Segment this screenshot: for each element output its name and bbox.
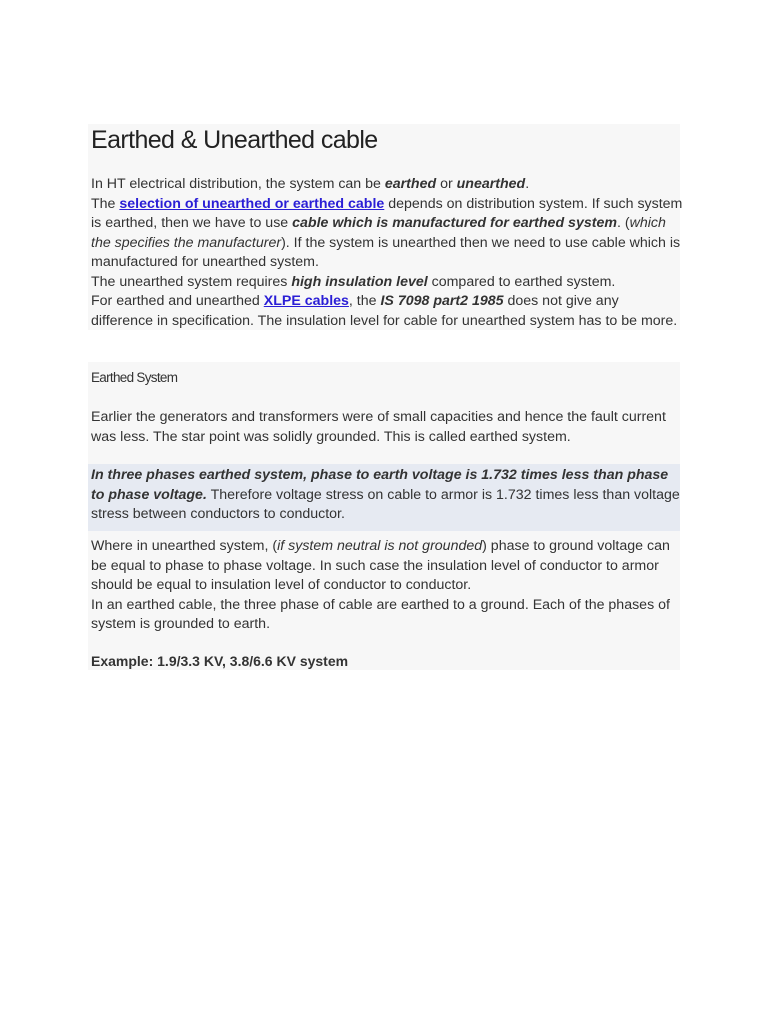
highlight-line: stress between conductors to conductor.: [91, 506, 345, 522]
text: Where in unearthed system, (: [91, 538, 278, 554]
intro-paragraph: [91, 175, 681, 331]
section-heading: Earthed System: [91, 370, 178, 385]
text: Therefore voltage stress on cable to armor is 1.732 times less than voltage: [206, 486, 680, 503]
emphasis-text: high insulation level: [291, 273, 428, 290]
text: is earthed, then we have to use: [91, 215, 293, 231]
text: , the: [348, 293, 381, 309]
para-line: Earlier the generators and transformers were of small capacities and hence the fault current: [91, 409, 666, 425]
text: . (: [616, 215, 630, 231]
intro-line-8: difference in specification. The insulation level for cable for unearthed system has to be more.: [91, 312, 678, 329]
text: In HT electrical distribution, the system can be: [91, 176, 385, 192]
highlight-line: [91, 486, 681, 506]
xlpe-cables-link[interactable]: XLPE cables: [263, 293, 349, 309]
text: .: [525, 176, 530, 192]
highlight-line: In three phases earthed system, phase to earth voltage is 1.732 times less than phase: [91, 467, 669, 483]
text: The unearthed system requires: [91, 273, 292, 290]
text: ). If the system is unearthed then we need to use cable which is: [281, 234, 681, 251]
para-line: should be equal to insulation level of conductor to conductor.: [91, 577, 472, 593]
unearthed-paragraph: [91, 537, 681, 635]
term-unearthed: unearthed: [456, 176, 526, 192]
term-earthed: earthed: [384, 176, 437, 192]
italic-text: the specifies the manufacturer: [91, 234, 282, 251]
italic-text: if system neutral is not grounded: [277, 538, 483, 554]
para-line: In an earthed cable, the three phase of cable are earthed to a ground. Each of the phases of: [91, 596, 670, 613]
text: or: [436, 176, 457, 192]
example-text: Example: 1.9/3.3 KV, 3.8/6.6 KV system: [91, 653, 349, 669]
intro-line-6: [91, 273, 681, 293]
text: The: [91, 195, 120, 212]
text: compared to earthed system.: [427, 273, 616, 290]
earthed-system-section: [88, 362, 680, 670]
highlight-paragraph: [91, 466, 681, 525]
standard-reference: IS 7098 part2 1985: [380, 293, 504, 309]
intro-line-2: [91, 195, 681, 215]
page-title: Earthed & Unearthed cable: [91, 126, 378, 154]
para-line: [91, 537, 681, 557]
intro-line-7: [91, 292, 681, 312]
intro-line-3: [91, 214, 681, 234]
highlight-box: [88, 464, 680, 531]
para-line: was less. The star point was solidly grounded. This is called earthed system.: [91, 428, 571, 445]
intro-line-1: [91, 175, 681, 195]
italic-text: which: [629, 215, 666, 231]
emphasis-text: cable which is manufactured for earthed system: [292, 215, 617, 231]
intro-line-4: [91, 234, 681, 254]
history-paragraph: [91, 408, 681, 447]
para-line: be equal to phase to phase voltage. In such case the insulation level of conductor to armor: [91, 557, 659, 574]
text: depends on distribution system. If such system: [384, 195, 683, 212]
emphasis-text: to phase voltage.: [91, 486, 207, 503]
text: For earthed and unearthed: [91, 293, 264, 309]
text: does not give any: [503, 293, 619, 309]
intro-line-5: manufactured for unearthed system.: [91, 254, 319, 270]
para-line: system is grounded to earth.: [91, 616, 271, 632]
intro-section: [88, 124, 683, 330]
selection-cable-link[interactable]: selection of unearthed or earthed cable: [119, 195, 385, 212]
text: ) phase to ground voltage can: [482, 538, 670, 554]
